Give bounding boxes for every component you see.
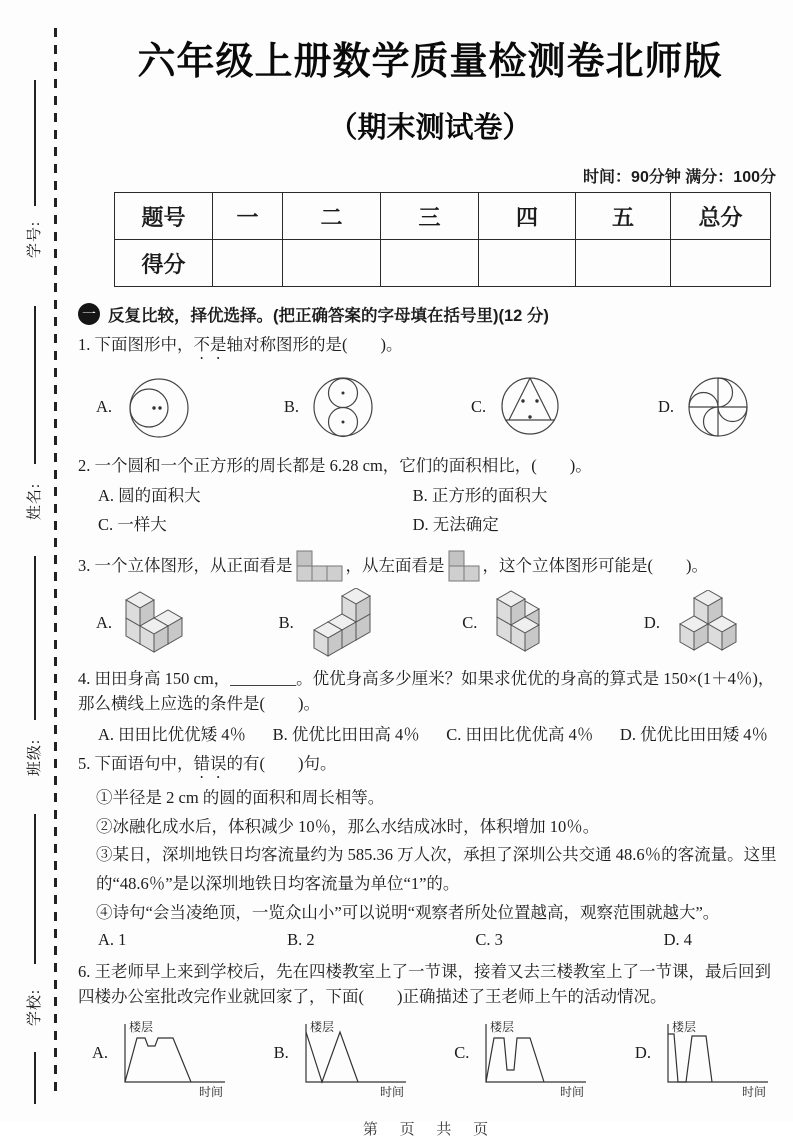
score-table-score-row — [115, 240, 771, 287]
circle-figure-c — [492, 369, 568, 445]
score-header-cell: 总分 — [671, 193, 771, 240]
x-axis-label: 时间 — [379, 1084, 404, 1098]
exam-meta: 时间：90分钟 满分：100分 — [583, 169, 776, 186]
school-label: 学校: — [27, 988, 44, 1026]
binding-line-segment — [34, 306, 36, 464]
q3-option-c — [462, 589, 557, 657]
option-label: D. — [657, 397, 674, 416]
score-header-cell: 三 — [381, 193, 479, 240]
score-header-cell: 一 — [213, 193, 283, 240]
question-6-graphs — [78, 1012, 782, 1098]
binding-line-segment — [34, 814, 36, 964]
q5-stem-pre: 5. 下面语句中， — [78, 753, 194, 773]
circle-figure-d — [680, 369, 756, 445]
y-axis-label: 楼层 — [129, 1019, 154, 1034]
binding-line-segment — [34, 556, 36, 720]
question-5-options — [78, 928, 782, 950]
q1-stem-emphasis: 不是 — [193, 335, 227, 354]
q4-option-c: C. 田田比优优高 4％ — [446, 724, 594, 744]
floor-time-graph-b — [292, 1018, 416, 1098]
sidebar-label-student-id — [20, 208, 48, 270]
x-axis-label: 时间 — [741, 1084, 766, 1098]
section-one-title: 反复比较，择优选择。(把正确答案的字母填在括号里)(12 分) — [108, 307, 549, 325]
q5-option-a: A. 1 — [98, 930, 127, 949]
section-one-badge: 一 — [78, 303, 100, 325]
q3-stem-part3: ，这个立体图形可能是( )。 — [482, 556, 708, 576]
option-label: A. — [96, 613, 113, 633]
question-4-options — [78, 719, 782, 745]
score-cell — [479, 240, 576, 287]
q1-stem-post: 轴对称图形的是( )。 — [226, 335, 403, 354]
name-label: 姓名: — [27, 482, 44, 520]
q3-option-a — [96, 590, 192, 656]
question-2-options — [78, 481, 782, 540]
q5-option-b: B. 2 — [287, 930, 315, 949]
student-id-label: 学号: — [27, 220, 44, 258]
q5-stem-post: 的有( )句。 — [226, 753, 337, 773]
page-title: 六年级上册数学质量检测卷北师版 — [137, 41, 723, 83]
y-axis-label: 楼层 — [490, 1019, 515, 1034]
q2-option-c: C. 一样大 — [98, 515, 167, 535]
floor-time-graph-d — [654, 1018, 778, 1098]
q3-stem-part1: 3. 一个立体图形，从正面看是 — [78, 556, 293, 576]
q5-option-c: C. 3 — [475, 930, 503, 949]
floor-time-graph-a — [111, 1018, 235, 1098]
q6-option-d — [635, 1018, 778, 1098]
option-label: A. — [96, 397, 113, 416]
q1-option-b — [284, 369, 381, 445]
page-subtitle: （期末测试卷） — [328, 112, 532, 144]
score-table-header-row — [115, 193, 771, 240]
cube-figure-a — [118, 590, 192, 656]
front-view-shape — [296, 550, 343, 582]
question-5-stem — [78, 752, 782, 782]
score-header-cell: 四 — [479, 193, 576, 240]
left-view-shape — [448, 550, 480, 582]
q1-option-a — [96, 369, 194, 445]
q6-option-a — [92, 1018, 235, 1098]
score-header-cell: 题号 — [115, 193, 213, 240]
sidebar-label-class — [20, 726, 48, 788]
score-header-cell: 二 — [283, 193, 381, 240]
option-label: D. — [634, 1042, 651, 1062]
score-cell — [576, 240, 671, 287]
page-footer: 第 页 共 页 — [362, 1121, 498, 1138]
option-label: C. — [454, 1042, 470, 1062]
q3-option-b — [279, 588, 376, 658]
option-label: C. — [462, 613, 478, 633]
dashed-cut-line — [54, 28, 57, 1098]
score-cell — [283, 240, 381, 287]
option-label: B. — [283, 397, 300, 416]
option-label: D. — [643, 613, 660, 633]
q2-option-a: A. 圆的面积大 — [98, 485, 201, 505]
score-table — [114, 192, 771, 287]
score-cell — [213, 240, 283, 287]
q4-option-d: D. 优优比田田矮 4％ — [619, 724, 768, 744]
q1-option-c — [471, 369, 568, 445]
question-6-stem: 6. 王老师早上来到学校后，先在四楼教室上了一节课，接着又去三楼教室上了一节课，最后回到四楼办公室批改完作业就回家了，下面( )正确描述了王老师上午的活动情况。 — [78, 962, 771, 1006]
q3-option-d — [644, 590, 742, 656]
y-axis-label: 楼层 — [671, 1019, 696, 1034]
q1-option-d — [658, 369, 756, 445]
binding-line-segment — [34, 1052, 36, 1104]
score-header-cell: 五 — [576, 193, 671, 240]
q6-option-c — [454, 1018, 596, 1098]
cube-figure-d — [666, 590, 742, 656]
question-3-stem — [78, 550, 782, 582]
option-label: C. — [470, 397, 487, 416]
class-label: 班级: — [27, 738, 44, 776]
question-1-figures — [78, 365, 782, 447]
q5-statement-3: ③某日，深圳地铁日均客流量约为 585.36 万人次，承担了深圳公共交通 48.6％的客流量。这里的“48.6％”是以深圳地铁日均客流量为单位“1”的。 — [96, 845, 777, 894]
q5-statement-4: ④诗句“会当凌绝顶，一览众山小”可以说明“观察者所处位置越高，观察范围就越大”。 — [96, 903, 720, 923]
cube-figure-c — [483, 589, 557, 657]
option-label: B. — [273, 1042, 289, 1062]
question-4-stem: 4. 田田身高 150 cm，________。优优身高多少厘米？如果求优优的身高的算式是 150×(1＋4％)，那么横线上应选的条件是( )。 — [78, 669, 775, 713]
floor-time-graph-c — [472, 1018, 596, 1098]
y-axis-label: 楼层 — [309, 1019, 334, 1034]
section-one-header — [78, 302, 782, 326]
cube-figure-b — [300, 588, 376, 658]
q1-stem-pre: 1. 下面图形中， — [78, 335, 194, 354]
q5-stem-emphasis: 错误 — [193, 753, 227, 773]
q2-option-b: B. 正方形的面积大 — [412, 485, 548, 505]
option-label: B. — [278, 613, 294, 633]
option-label: A. — [92, 1042, 109, 1062]
q4-option-b: B. 优优比田田高 4％ — [272, 724, 420, 744]
question-2-stem: 2. 一个圆和一个正方形的周长都是 6.28 cm，它们的面积相比，( )。 — [78, 456, 592, 475]
x-axis-label: 时间 — [199, 1084, 224, 1098]
q3-stem-part2: ，从左面看是 — [345, 556, 445, 576]
question-3-figures — [78, 584, 782, 660]
score-row-label: 得分 — [115, 240, 213, 287]
q6-option-b — [274, 1018, 416, 1098]
circle-figure-a — [118, 369, 194, 445]
q5-option-d: D. 4 — [663, 930, 692, 949]
circle-figure-b — [305, 369, 381, 445]
q5-statement-1: ①半径是 2 cm 的圆的面积和周长相等。 — [96, 787, 385, 807]
binding-line-segment — [34, 80, 36, 206]
x-axis-label: 时间 — [560, 1084, 585, 1098]
question-5-statements — [78, 784, 782, 928]
sidebar-label-school — [20, 976, 48, 1038]
q2-option-d: D. 无法确定 — [412, 515, 499, 535]
score-cell — [381, 240, 479, 287]
question-1-stem — [78, 333, 782, 363]
sidebar-label-name — [20, 470, 48, 532]
score-cell — [671, 240, 771, 287]
q5-statement-2: ②冰融化成水后，体积减少 10％，那么水结成冰时，体积增加 10％。 — [96, 816, 600, 836]
q4-option-a: A. 田田比优优矮 4％ — [98, 724, 247, 744]
